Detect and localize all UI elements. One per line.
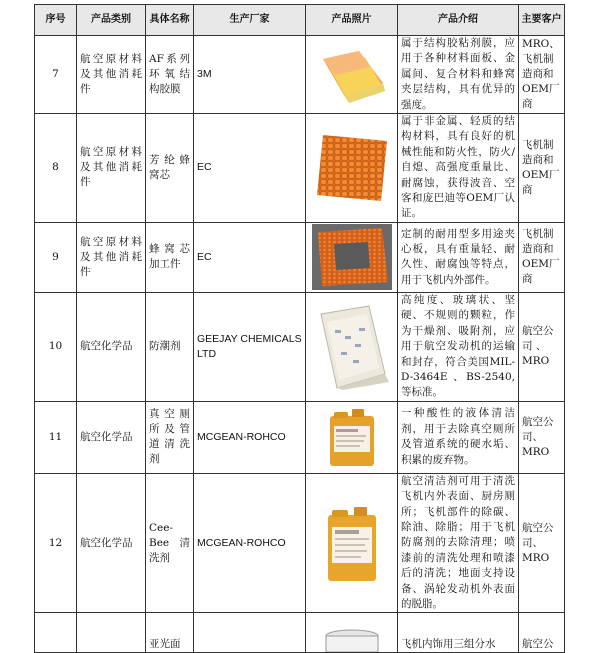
header-photo: 产品照片 bbox=[306, 5, 398, 36]
header-manufacturer: 生产厂家 bbox=[194, 5, 306, 36]
honeycomb-core-photo bbox=[313, 131, 391, 205]
row-manufacturer: GEEJAY CHEMICALS LTD bbox=[194, 292, 306, 401]
row-customers: 航空公司、MRO bbox=[519, 401, 565, 473]
row-manufacturer: EC bbox=[194, 114, 306, 223]
table-header-row bbox=[35, 5, 565, 36]
row-no bbox=[35, 613, 77, 653]
row-intro: 一种酸性的液体清洁剂，用于去除真空厕所及管道系统的硬水垢、积累的废弃物。 bbox=[398, 401, 519, 473]
row-no: 10 bbox=[35, 292, 77, 401]
row-name: 芳纶蜂窝芯 bbox=[146, 114, 194, 223]
row-category bbox=[77, 613, 146, 653]
row-name: Cee-Bee清洗剂 bbox=[146, 473, 194, 613]
row-customers: 飞机制造商和OEM厂商 bbox=[519, 222, 565, 292]
row-photo bbox=[306, 473, 398, 613]
table-row bbox=[35, 401, 565, 473]
row-intro: 定制的耐用型多用途夹心板，具有重量轻、耐久性、耐腐蚀等特点，用于飞机内外部件。 bbox=[398, 222, 519, 292]
honeycomb-part-photo bbox=[312, 224, 392, 290]
paint-bucket-photo bbox=[322, 628, 382, 652]
header-customers: 主要客户 bbox=[519, 5, 565, 36]
row-category: 航空原材料及其他消耗件 bbox=[77, 114, 146, 223]
row-no: 7 bbox=[35, 36, 77, 114]
row-manufacturer: MCGEAN-ROHCO bbox=[194, 473, 306, 613]
row-no: 11 bbox=[35, 401, 77, 473]
row-no: 8 bbox=[35, 114, 77, 223]
row-photo bbox=[306, 292, 398, 401]
row-category: 航空化学品 bbox=[77, 292, 146, 401]
desiccant-bag-photo bbox=[313, 304, 391, 390]
row-customers: MRO、飞机制造商和OEM厂商 bbox=[519, 36, 565, 114]
row-name: AF系列环氧结构胶膜 bbox=[146, 36, 194, 114]
row-category: 航空化学品 bbox=[77, 473, 146, 613]
row-intro: 飞机内饰用三组分水 bbox=[398, 613, 519, 653]
row-customers: 航空公司 、MRO bbox=[519, 292, 565, 401]
row-intro: 高纯度、玻璃状、坚硬、不规则的颗粒，作为干燥剂、吸附剂，应用于航空发动机的运输和封存，符合美国MIL-D-3464E 、BS-2540,等标准。 bbox=[398, 292, 519, 401]
header-no: 序号 bbox=[35, 5, 77, 36]
ceebee-jerrycan-photo bbox=[320, 503, 384, 583]
row-name: 真空厕所及管道清洗剂 bbox=[146, 401, 194, 473]
row-category: 航空化学品 bbox=[77, 401, 146, 473]
row-name: 亚光面 bbox=[146, 613, 194, 653]
row-manufacturer: 3M bbox=[194, 36, 306, 114]
table-row bbox=[35, 36, 565, 114]
row-photo bbox=[306, 36, 398, 114]
cleaner-jerrycan-photo bbox=[322, 406, 382, 468]
row-intro: 属于非金属、轻质的结构材料，具有良好的机械性能和防火性，防火/自熄、高强度重量比、耐腐蚀，获得波音、空客和庞巴迪等OEM厂认证。 bbox=[398, 114, 519, 223]
product-table bbox=[34, 4, 565, 653]
table-row bbox=[35, 613, 565, 653]
row-category: 航空原材料及其他消耗件 bbox=[77, 36, 146, 114]
adhesive-film-photo bbox=[315, 45, 389, 105]
row-manufacturer bbox=[194, 613, 306, 653]
row-customers: 航空公 bbox=[519, 613, 565, 653]
table-row bbox=[35, 114, 565, 223]
row-photo bbox=[306, 114, 398, 223]
table-row bbox=[35, 222, 565, 292]
row-photo bbox=[306, 222, 398, 292]
table-row bbox=[35, 292, 565, 401]
row-no: 12 bbox=[35, 473, 77, 613]
row-customers: 飞机制造商和OEM厂商 bbox=[519, 114, 565, 223]
row-photo bbox=[306, 401, 398, 473]
row-name: 蜂窝芯加工件 bbox=[146, 222, 194, 292]
row-no: 9 bbox=[35, 222, 77, 292]
row-manufacturer: EC bbox=[194, 222, 306, 292]
row-intro: 航空清洁剂可用于清洗飞机内外表面、厨房厕所；飞机部件的除碳、除油、除脂；用于飞机防腐剂的去除清理；喷漆前的清洗处理和喷漆后的清洗；地面支持设备、涡轮发动机外表面的脱脂。 bbox=[398, 473, 519, 613]
row-manufacturer: MCGEAN-ROHCO bbox=[194, 401, 306, 473]
header-name: 具体名称 bbox=[146, 5, 194, 36]
header-category: 产品类别 bbox=[77, 5, 146, 36]
row-customers: 航空公司、MRO bbox=[519, 473, 565, 613]
table-row bbox=[35, 473, 565, 613]
row-photo bbox=[306, 613, 398, 653]
row-category: 航空原材料及其他消耗件 bbox=[77, 222, 146, 292]
row-name: 防潮剂 bbox=[146, 292, 194, 401]
row-intro: 属于结构胶粘剂膜，应用于各种材料面板、金属间、复合材料和蜂窝夹层结构，具有优异的强度。 bbox=[398, 36, 519, 114]
header-intro: 产品介绍 bbox=[398, 5, 519, 36]
